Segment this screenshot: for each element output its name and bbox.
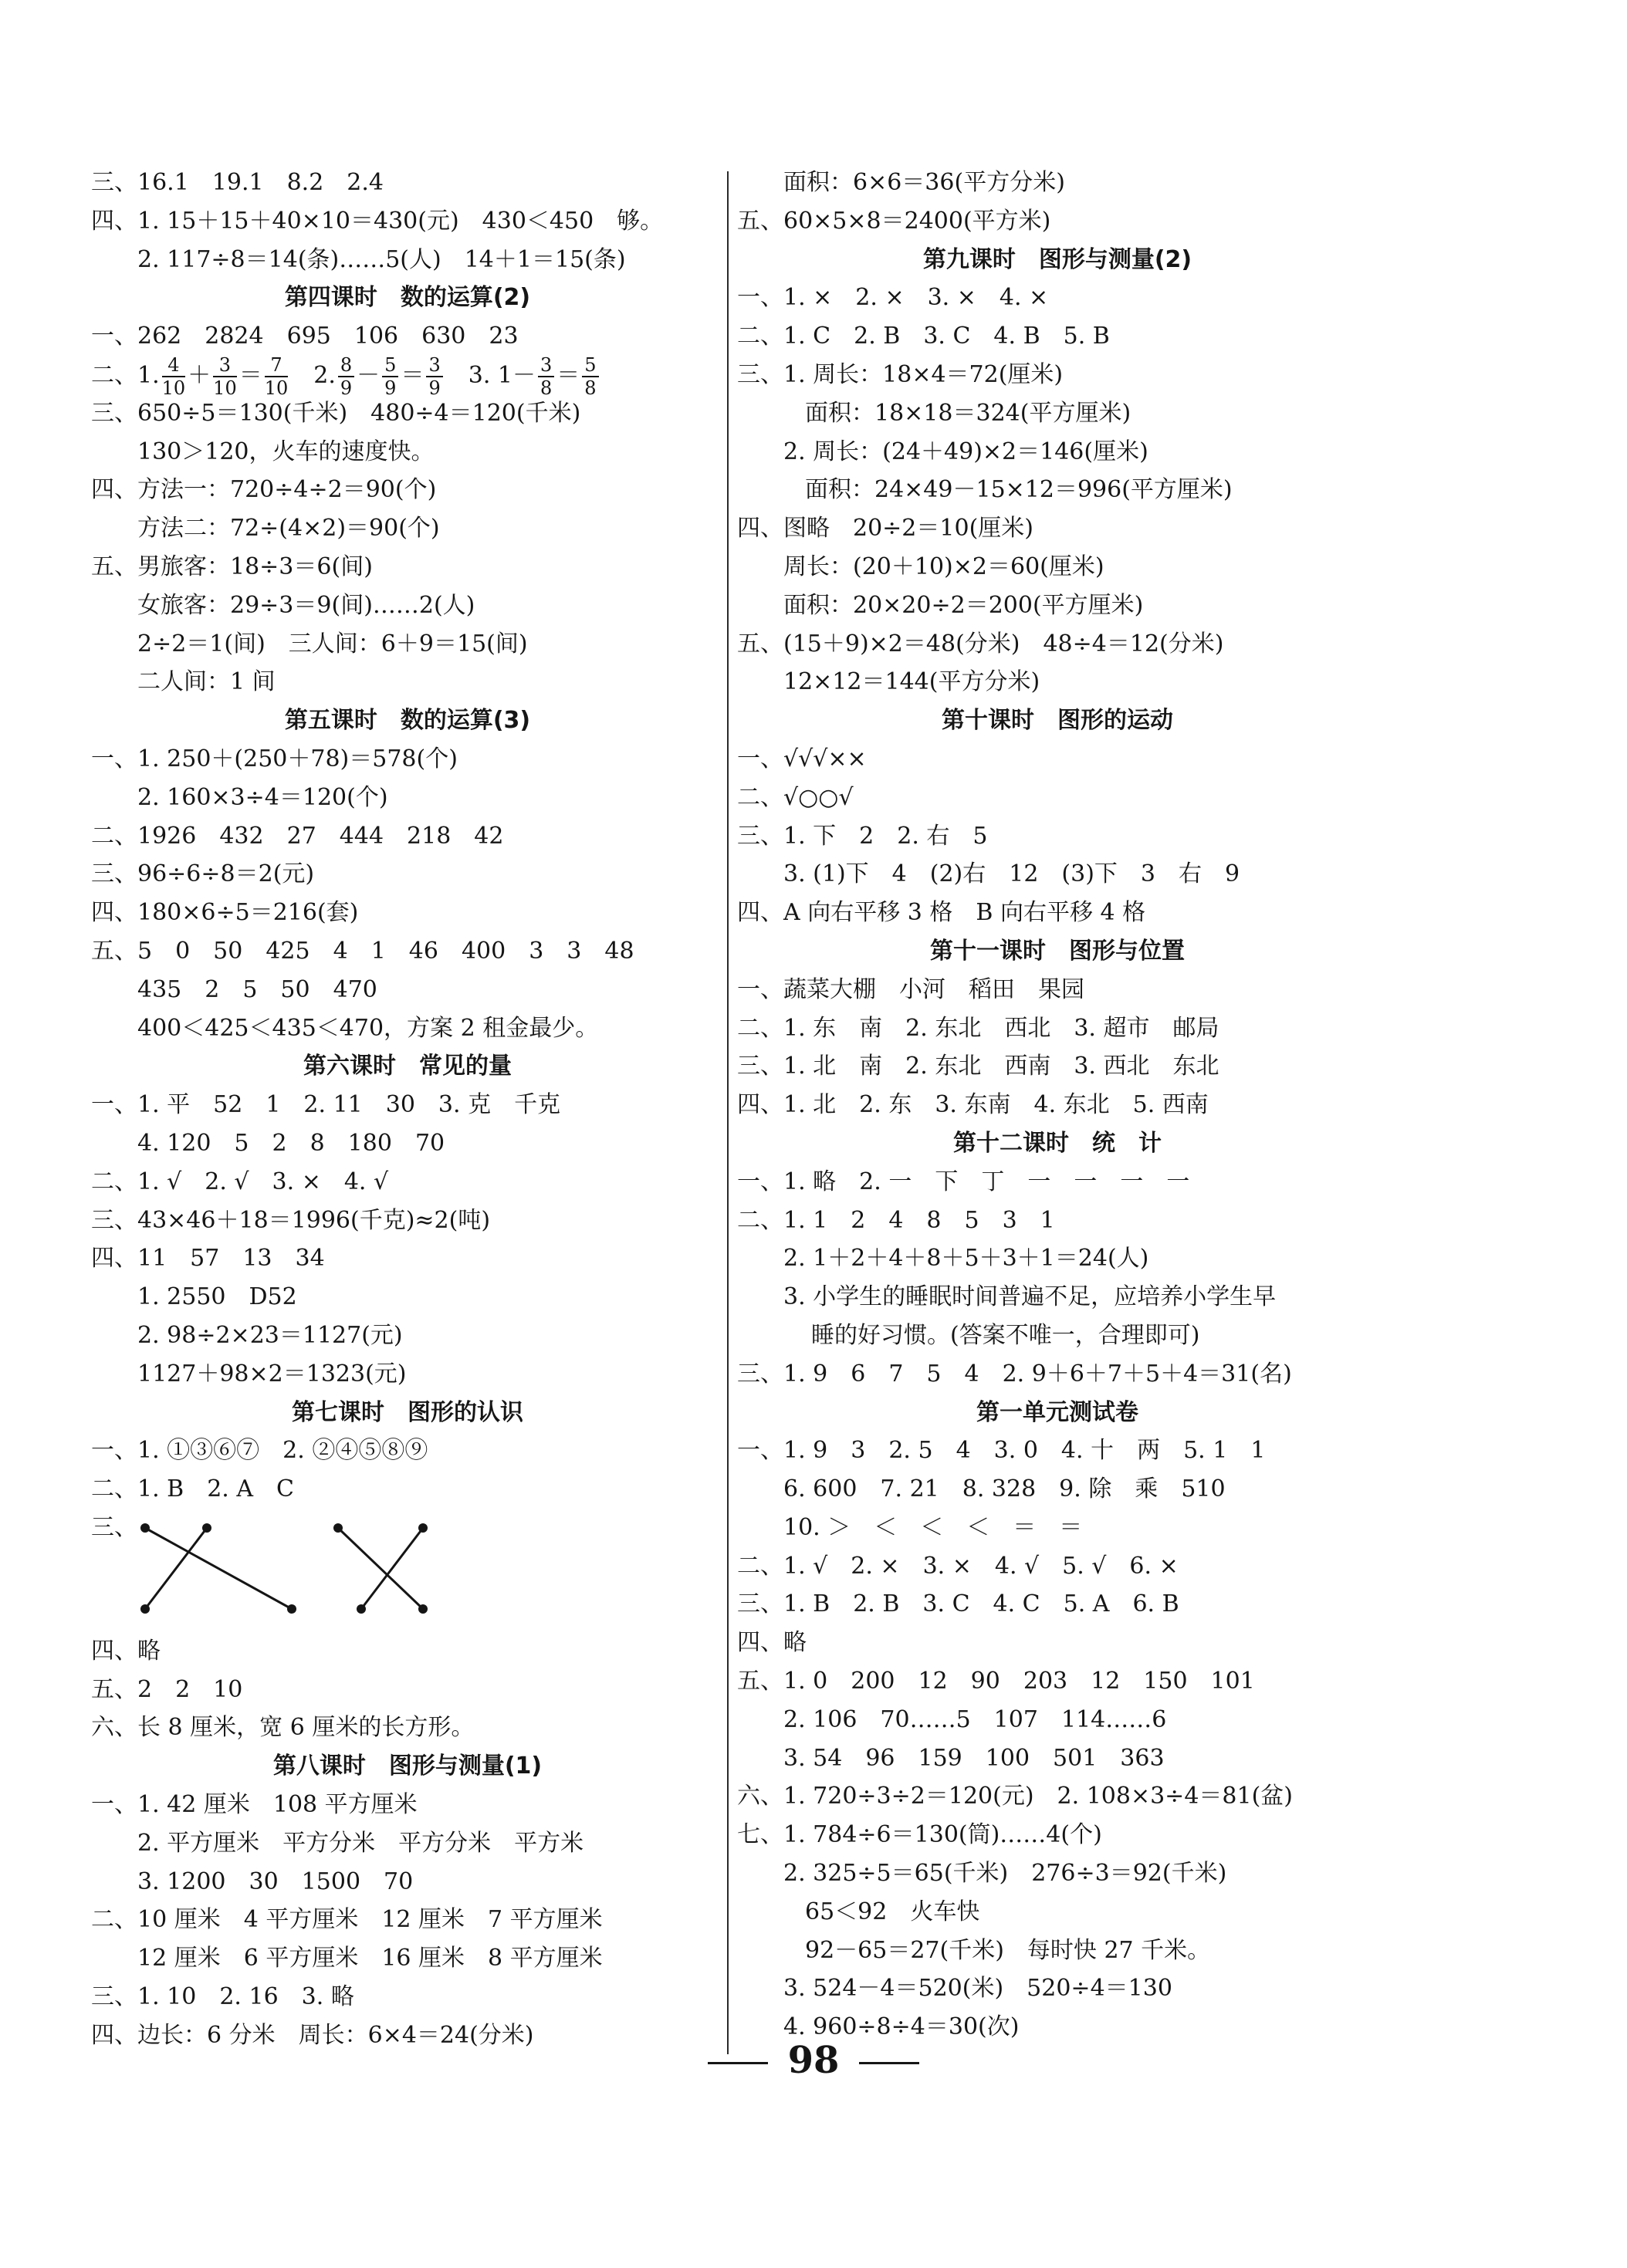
- section-heading: 第九课时 图形与测量(2): [922, 245, 1192, 273]
- answer-prefix: 三、: [91, 1513, 137, 1541]
- answer-line: 12 厘米 6 平方厘米 16 厘米 8 平方厘米: [137, 1945, 603, 1972]
- answer-line: 2. 98÷2×23＝1127(元): [137, 1321, 403, 1349]
- expression-text: 3. 1－: [445, 361, 536, 389]
- section-heading: 第十课时 图形的运动: [942, 707, 1173, 735]
- right-column: [737, 164, 1378, 2047]
- fraction-denominator: 8: [540, 377, 553, 399]
- fraction-denominator: 10: [213, 377, 237, 399]
- answer-line: 方法二：72÷(4×2)＝90(个): [137, 515, 440, 542]
- answer-line: 2÷2＝1(间) 三人间：6＋9＝15(间): [137, 630, 528, 657]
- answer-line: 二、1. B 2. A C: [91, 1475, 294, 1503]
- answer-line: 12×12＝144(平方分米): [783, 668, 1040, 696]
- matching-diagram: [91, 1509, 724, 1632]
- column-divider: [727, 171, 729, 2054]
- fraction: [264, 353, 289, 399]
- answer-line: 面积：6×6＝36(平方分米): [783, 169, 1065, 196]
- answer-line: 一、1. × 2. × 3. × 4. ×: [737, 284, 1049, 312]
- answer-line: 四、边长：6 分米 周长：6×4＝24(分米): [91, 2021, 534, 2049]
- answer-line: 三、96÷6÷8＝2(元): [91, 860, 315, 888]
- answer-line: 一、√√√××: [737, 745, 867, 772]
- section-heading: 第十一课时 图形与位置: [930, 937, 1185, 965]
- matching-line: [361, 1528, 423, 1609]
- fraction: [213, 353, 237, 399]
- answer-line: 一、蔬菜大棚 小河 稻田 果园: [737, 975, 1084, 1003]
- answer-line: 面积：18×18＝324(平方厘米): [805, 399, 1131, 427]
- answer-line: 四、方法一：720÷4÷2＝90(个): [91, 476, 437, 504]
- fraction-numerator: 3: [213, 356, 237, 377]
- answer-line: 3. 524－4＝520(米) 520÷4＝130: [783, 1975, 1172, 2003]
- answer-line: 面积：24×49－15×12＝996(平方厘米): [805, 476, 1233, 504]
- answer-line: 2. 106 70……5 107 114……6: [783, 1705, 1167, 1733]
- answer-line: 四、1. 15＋15＋40×10＝430(元) 430＜450 够。: [91, 207, 664, 235]
- expression-text: －: [357, 361, 381, 389]
- answer-line: 五、(15＋9)×2＝48(分米) 48÷4＝12(分米): [737, 630, 1224, 657]
- answer-line: 二人间：1 间: [137, 668, 276, 696]
- page-footer: [0, 2037, 1627, 2084]
- matching-dot: [140, 1604, 150, 1614]
- answer-line: 3. (1)下 4 (2)右 12 (3)下 3 右 9: [783, 860, 1240, 888]
- matching-dot: [333, 1523, 343, 1533]
- fraction: [161, 353, 186, 399]
- answer-line: 2. 平方厘米 平方分米 平方分米 平方米: [137, 1829, 584, 1857]
- answer-line: 2. 周长：(24＋49)×2＝146(厘米): [783, 438, 1148, 465]
- expression-text: 2.: [290, 361, 336, 389]
- footer-dash-right: [859, 2062, 919, 2064]
- matching-lines-svg: [137, 1516, 462, 1624]
- section-heading: 第七课时 图形的认识: [292, 1398, 523, 1426]
- fraction-denominator: 10: [264, 377, 289, 399]
- answer-line: 三、1. 9 6 7 5 4 2. 9＋6＋7＋5＋4＝31(名): [737, 1360, 1292, 1388]
- expression-text: ＝: [238, 361, 262, 389]
- answer-line: 三、16.1 19.1 8.2 2.4: [91, 169, 384, 196]
- fraction-numerator: 5: [382, 356, 398, 377]
- answer-line: 3. 54 96 159 100 501 363: [783, 1744, 1165, 1772]
- answer-line: 二、1. √ 2. × 3. × 4. √ 5. √ 6. ×: [737, 1552, 1179, 1580]
- fraction-numerator: 7: [265, 356, 289, 377]
- matching-dot: [202, 1523, 211, 1533]
- answer-line: 2. 160×3÷4＝120(个): [137, 783, 388, 811]
- answer-line: 6. 600 7. 21 8. 328 9. 除 乘 510: [783, 1475, 1226, 1503]
- fraction: [538, 353, 554, 399]
- fraction-numerator: 8: [338, 356, 354, 377]
- answer-line: 二、1. 1 2 4 8 5 3 1: [737, 1206, 1055, 1234]
- answer-line: 4. 120 5 2 8 180 70: [137, 1129, 445, 1157]
- answer-line: 六、1. 720÷3÷2＝120(元) 2. 108×3÷4＝81(盆): [737, 1783, 1293, 1810]
- left-column: [91, 164, 724, 2055]
- answer-line: 女旅客：29÷3＝9(间)……2(人): [137, 591, 475, 619]
- answer-line: 二、1. √ 2. √ 3. × 4. √: [91, 1168, 389, 1195]
- answer-line: 一、262 2824 695 106 630 23: [91, 323, 519, 350]
- answer-line: 二、1926 432 27 444 218 42: [91, 822, 504, 850]
- answer-line: 3. 小学生的睡眠时间普遍不足，应培养小学生早: [783, 1283, 1277, 1311]
- answer-line-fractions: [91, 353, 724, 399]
- page-number: 98: [787, 2039, 840, 2082]
- answer-line: 五、2 2 10: [91, 1675, 243, 1703]
- section-heading: 第一单元测试卷: [976, 1398, 1138, 1426]
- fraction-numerator: 5: [582, 356, 598, 377]
- answer-line: 三、43×46＋18＝1996(千克)≈2(吨): [91, 1206, 491, 1234]
- answer-line: 三、1. B 2. B 3. C 4. C 5. A 6. B: [737, 1590, 1179, 1618]
- answer-line: 一、1. ①③⑥⑦ 2. ②④⑤⑧⑨: [91, 1437, 428, 1465]
- fraction-numerator: 3: [538, 356, 554, 377]
- answer-line: 435 2 5 50 470: [137, 975, 377, 1003]
- answer-line: 三、1. 10 2. 16 3. 略: [91, 1983, 354, 2011]
- answer-line: 五、男旅客：18÷3＝6(间): [91, 553, 373, 580]
- answer-line: 400＜425＜435＜470，方案 2 租金最少。: [137, 1014, 599, 1042]
- section-heading: 第五课时 数的运算(3): [284, 707, 531, 735]
- fraction-denominator: 9: [384, 377, 397, 399]
- answer-line: 三、1. 周长：18×4＝72(厘米): [737, 360, 1064, 388]
- answer-line: 三、650÷5＝130(千米) 480÷4＝120(千米): [91, 399, 581, 427]
- expression-text: ＝: [556, 361, 580, 389]
- answer-line: 4. 960÷8÷4＝30(次): [783, 2013, 1020, 2041]
- answer-line: 二、√○○√: [737, 783, 854, 811]
- answer-line: 一、1. 略 2. 一 下 丁 一 一 一 一: [737, 1168, 1190, 1195]
- fraction: [338, 353, 354, 399]
- answer-line: 四、图略 20÷2＝10(厘米): [737, 515, 1033, 542]
- answer-line: 65＜92 火车快: [805, 1898, 980, 1925]
- answer-line: 五、60×5×8＝2400(平方米): [737, 207, 1051, 235]
- fraction-denominator: 8: [584, 377, 597, 399]
- expression-text: ＋: [188, 361, 211, 389]
- matching-dot: [418, 1523, 428, 1533]
- matching-dot: [357, 1604, 366, 1614]
- answer-line: 3. 1200 30 1500 70: [137, 1867, 414, 1895]
- answer-line: 92－65＝27(千米) 每时快 27 千米。: [805, 1936, 1211, 1964]
- answer-line: 周长：(20＋10)×2＝60(厘米): [783, 553, 1104, 580]
- fraction-numerator: 3: [426, 356, 442, 377]
- answer-line: 三、1. 北 南 2. 东北 西南 3. 西北 东北: [737, 1053, 1219, 1080]
- answer-line: 面积：20×20÷2＝200(平方厘米): [783, 591, 1144, 619]
- answer-line: 四、180×6÷5＝216(套): [91, 899, 359, 927]
- answer-line: 二、10 厘米 4 平方厘米 12 厘米 7 平方厘米: [91, 1906, 603, 1934]
- answer-prefix: 二、1.: [91, 361, 160, 389]
- answer-line: 1. 2550 D52: [137, 1283, 297, 1311]
- expression-text: ＝: [401, 361, 425, 389]
- answer-line: 一、1. 42 厘米 108 平方厘米: [91, 1791, 418, 1819]
- answer-line: 七、1. 784÷6＝130(筒)……4(个): [737, 1821, 1102, 1849]
- answer-line: 四、11 57 13 34: [91, 1245, 325, 1273]
- answer-line: 2. 117÷8＝14(条)……5(人) 14＋1＝15(条): [137, 245, 626, 273]
- answer-line: 一、1. 250＋(250＋78)＝578(个): [91, 745, 458, 772]
- answer-line: 二、1. C 2. B 3. C 4. B 5. B: [737, 323, 1110, 350]
- answer-line: 一、1. 平 52 1 2. 11 30 3. 克 千克: [91, 1091, 561, 1119]
- matching-line: [338, 1528, 423, 1609]
- matching-dot: [287, 1604, 296, 1614]
- matching-dot: [418, 1604, 428, 1614]
- matching-line: [145, 1528, 292, 1609]
- answer-line: 四、略: [737, 1629, 807, 1657]
- answer-line: 10. ＞ ＜ ＜ ＜ ＝ ＝: [783, 1513, 1083, 1541]
- answer-line: 六、长 8 厘米，宽 6 厘米的长方形。: [91, 1714, 475, 1742]
- section-heading: 第六课时 常见的量: [303, 1053, 512, 1080]
- answer-line: 五、1. 0 200 12 90 203 12 150 101: [737, 1668, 1255, 1695]
- section-heading: 第四课时 数的运算(2): [284, 284, 531, 312]
- answer-line: 2. 325÷5＝65(千米) 276÷3＝92(千米): [783, 1860, 1227, 1888]
- fraction-numerator: 4: [162, 356, 186, 377]
- answer-line: 一、1. 9 3 2. 5 4 3. 0 4. 十 两 5. 1 1: [737, 1437, 1266, 1465]
- answer-line: 四、1. 北 2. 东 3. 东南 4. 东北 5. 西南: [737, 1091, 1209, 1119]
- answer-line: 五、5 0 50 425 4 1 46 400 3 3 48: [91, 937, 634, 965]
- matching-dot: [140, 1523, 150, 1533]
- answer-line: 二、1. 东 南 2. 东北 西北 3. 超市 邮局: [737, 1014, 1219, 1042]
- section-heading: 第十二课时 统 计: [953, 1129, 1162, 1157]
- answer-line: 130＞120，火车的速度快。: [137, 438, 435, 465]
- footer-dash-left: [708, 2062, 768, 2064]
- fraction: [582, 353, 598, 399]
- answer-line: 四、A 向右平移 3 格 B 向右平移 4 格: [737, 899, 1146, 927]
- answer-line: 睡的好习惯。(答案不唯一，合理即可): [811, 1321, 1200, 1349]
- fraction-denominator: 9: [428, 377, 441, 399]
- section-heading: 第八课时 图形与测量(1): [272, 1753, 543, 1780]
- answer-line: 四、略: [91, 1637, 161, 1665]
- fraction: [426, 353, 442, 399]
- answer-line: 2. 1＋2＋4＋8＋5＋3＋1＝24(人): [783, 1245, 1149, 1273]
- fraction-denominator: 9: [340, 377, 353, 399]
- answer-line: 1127＋98×2＝1323(元): [137, 1360, 407, 1388]
- matching-line: [145, 1528, 207, 1609]
- fraction-denominator: 10: [161, 377, 186, 399]
- answer-line: 三、1. 下 2 2. 右 5: [737, 822, 988, 850]
- fraction: [382, 353, 398, 399]
